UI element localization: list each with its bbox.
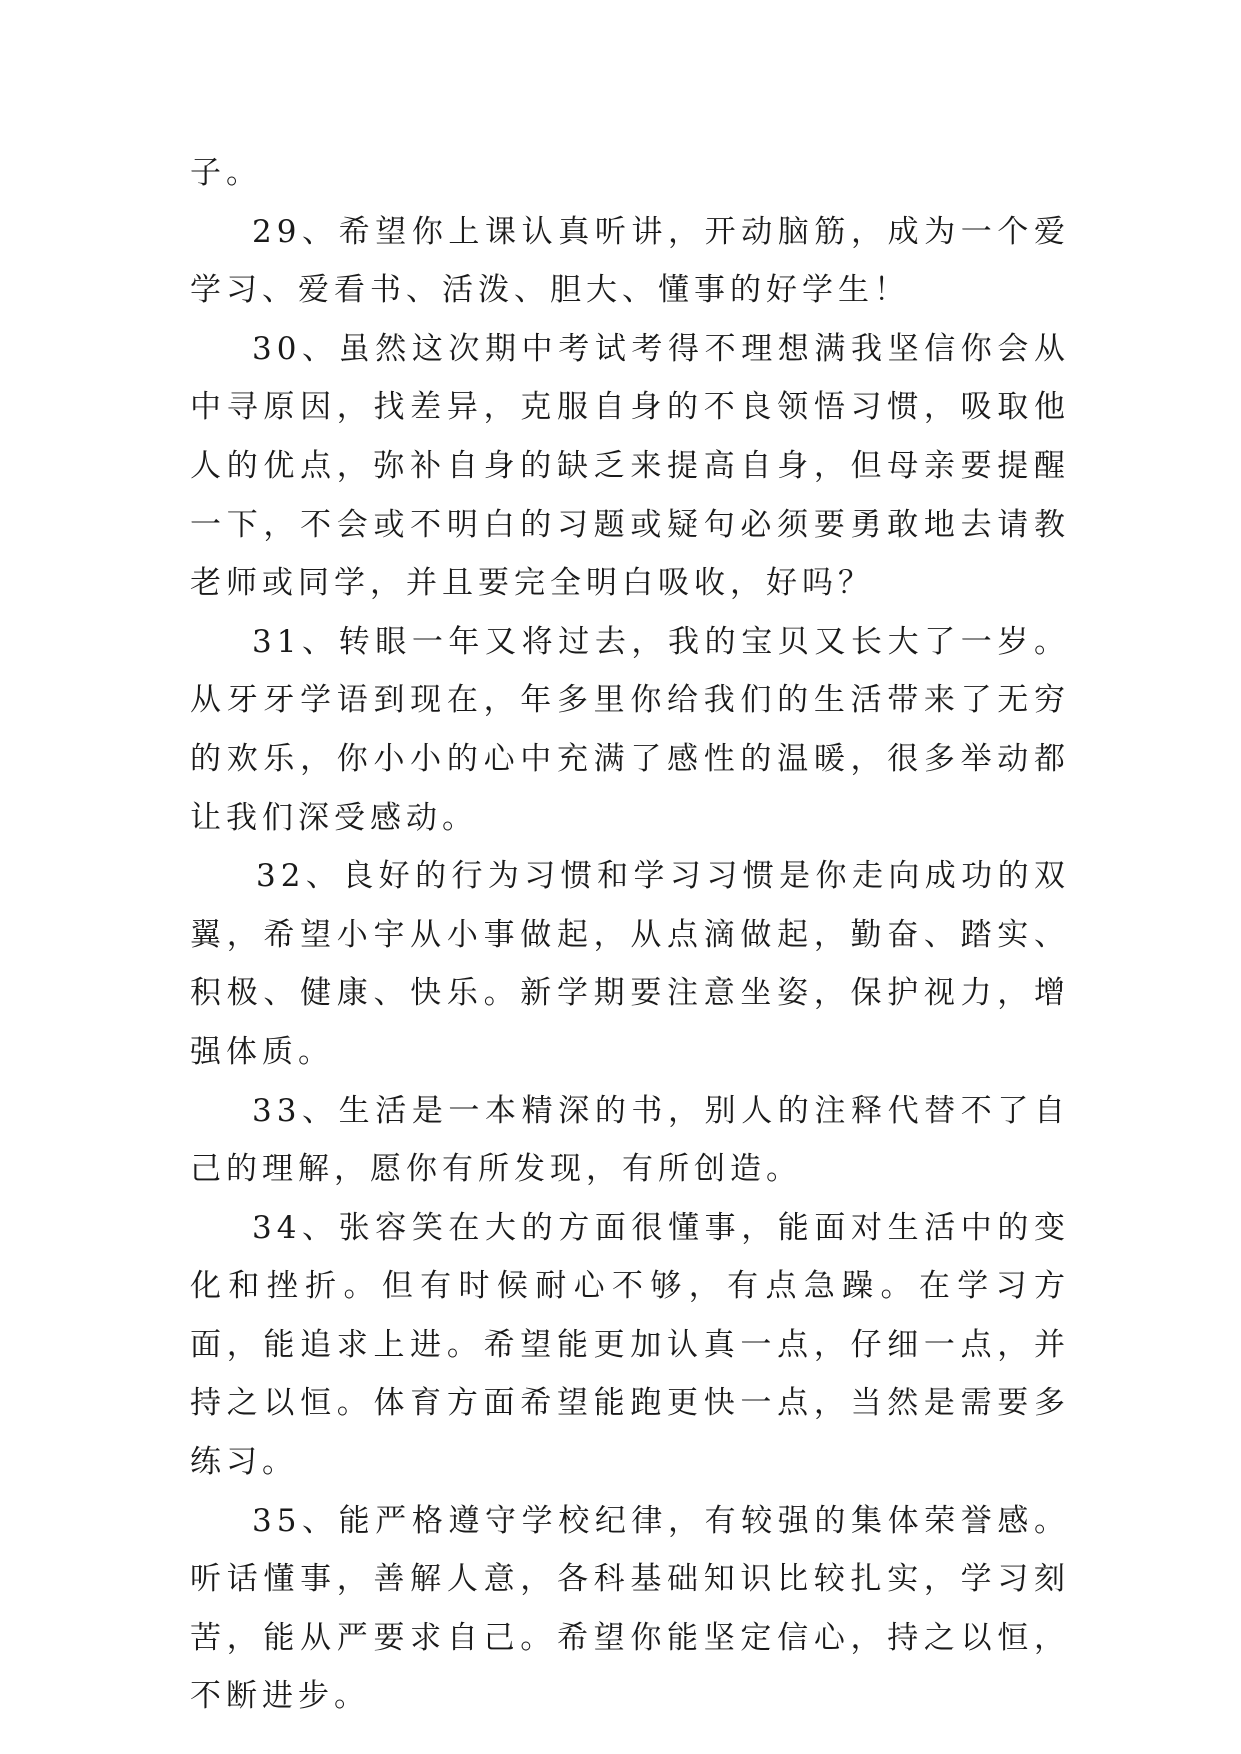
paragraph-33: 33、生活是一本精深的书，别人的注释代替不了自己的理解，愿你有所发现，有所创造。 (190, 1092, 1070, 1188)
paragraph-continuation: 子。 (190, 155, 262, 191)
paragraph-31: 31、转眼一年又将过去，我的宝贝又长大了一岁。从牙牙学语到现在，年多里你给我们的生活带来了无穷的欢乐，你小小的心中充满了感性的温暖，很多举动都让我们深受感动。 (190, 623, 1070, 836)
paragraph-32: 32、良好的行为习惯和学习习惯是你走向成功的双翼，希望小宇从小事做起，从点滴做起，勤奋、踏实、积极、健康、快乐。新学期要注意坐姿，保护视力，增强体质。 (190, 858, 1070, 1070)
paragraph-29: 29、希望你上课认真听讲，开动脑筋，成为一个爱学习、爱看书、活泼、胆大、懂事的好学生！ (190, 213, 1070, 309)
paragraph-34: 34、张容笑在大的方面很懂事，能面对生活中的变化和挫折。但有时候耐心不够，有点急躁。在学习方面，能追求上进。希望能更加认真一点，仔细一点，并持之以恒。体育方面希望能跑更快一点，当然是需要多练习。 (190, 1209, 1070, 1481)
document-body (190, 144, 1070, 1726)
paragraph-30: 30、虽然这次期中考试考得不理想满我坚信你会从中寻原因，找差异，克服自身的不良领悟习惯，吸取他人的优点，弥补自身的缺乏来提高自身，但母亲要提醒一下，不会或不明白的习题或疑句必须要勇敢地去请教老师或同学，并且要完全明白吸收，好吗？ (190, 330, 1070, 602)
paragraph-35: 35、能严格遵守学校纪律，有较强的集体荣誉感。听话懂事，善解人意，各科基础知识比较扎实，学习刻苦，能从严要求自己。希望你能坚定信心，持之以恒，不断进步。 (190, 1502, 1070, 1715)
